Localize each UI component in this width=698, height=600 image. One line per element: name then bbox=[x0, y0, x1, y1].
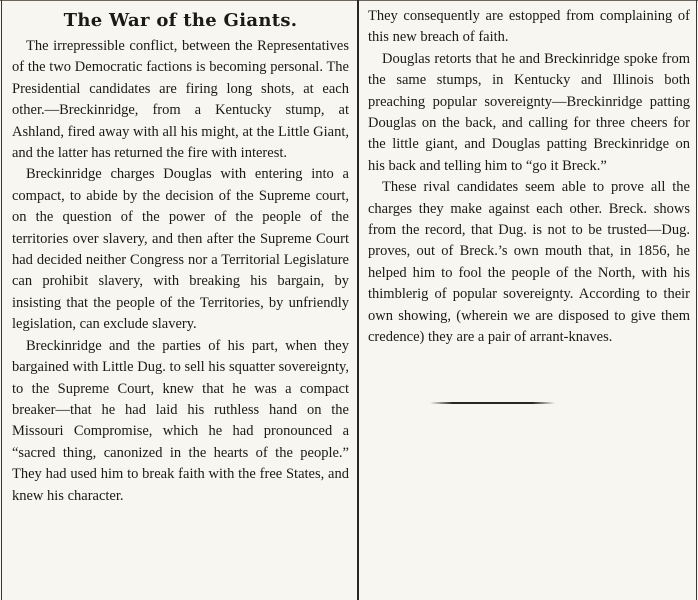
left-column bbox=[0, 0, 357, 507]
column-divider bbox=[357, 0, 359, 600]
paragraph-4: Douglas retorts that he and Breckinridge spoke from the same stumps, in Kentucky and Illinois both preaching popular sovereignty—Breckinridge patting Douglas on the back, and calling for three cheers for the little giant, and Douglas patting Breckinridge on his back and telling him to “go it Breck.” bbox=[368, 50, 690, 174]
right-column bbox=[360, 0, 698, 349]
paragraph-1: The irrepressible conflict, between the Representatives of the two Democratic factions is becoming personal. The Presidential candidates are firing long shots, at each other.—Breckinridge, from a Kentucky stump, at Ashland, fired away with all his might, at the Little Giant, and the latter has returned the fire with interest. bbox=[12, 38, 349, 162]
paragraph-2: Breckinridge charges Douglas with entering into a compact, to abide by the decision of the Supreme court, on the question of the power of the people of the territories over slavery, and then after the Supreme Court had decided neither Congress nor a Territorial Legislature can prohibit slavery, with breaking his bargain, by insisting that the people of the Territories, by unfriendly legislation, can exclude slavery. bbox=[12, 166, 349, 333]
end-rule-bar bbox=[430, 402, 555, 404]
paragraph-continued: They consequently are estopped from complaining of this new breach of faith. bbox=[368, 8, 690, 46]
headline: The War of the Giants. bbox=[63, 10, 298, 31]
paragraph-5: These rival candidates seem able to prove all the charges they make against each other. Breck. shows from the record, that Dug. is not to be trusted—Dug. proves, out of Breck.’s own mouth that, in 1856, he helped him to fool the people of the North, with his thimblerig of popular sovereignty. According to their own showing, (wherein we are disposed to give them credence) they are a pair of arrant-knaves. bbox=[368, 179, 690, 346]
end-rule bbox=[430, 402, 555, 404]
paragraph-3: Breckinridge and the parties of his part, when they bargained with Little Dug. to sell his squatter sovereignty, to the Supreme Court, knew that he was a compact breaker—that he had laid his ruthless hand on the Missouri Compromise, which he had pronounced a “sacred thing, canonized in the hearts of the people.” They had used him to break faith with the free States, and knew his character. bbox=[12, 337, 349, 504]
